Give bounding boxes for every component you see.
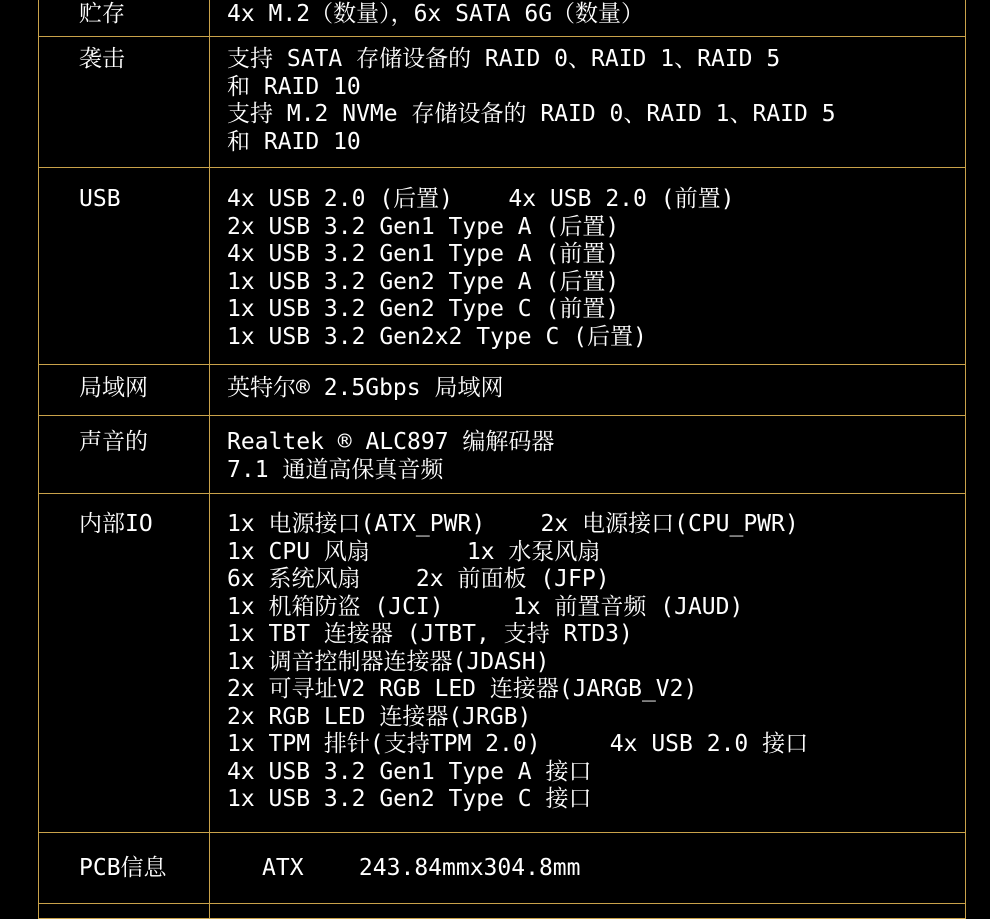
spec-label-cell [39, 168, 210, 365]
spec-row-internal-io [39, 494, 966, 833]
spec-row-tail [39, 904, 966, 919]
spec-value-cell [210, 37, 966, 168]
spec-row-audio [39, 416, 966, 494]
spec-label-cell [39, 0, 210, 37]
spec-value-lan: 英特尔® 2.5Gbps 局域网 [227, 375, 504, 401]
spec-row-lan [39, 365, 966, 416]
spec-row-usb [39, 168, 966, 365]
spec-label-cell [39, 365, 210, 416]
spec-label-usb: USB [79, 186, 121, 212]
spec-value-cell [210, 494, 966, 833]
spec-label-raid: 袭击 [79, 46, 125, 72]
spec-value-cell [210, 0, 966, 37]
spec-value-cell [210, 168, 966, 365]
spec-table [38, 0, 966, 919]
spec-row-storage [39, 0, 966, 37]
spec-label-pcb: PCB信息 [79, 855, 167, 881]
spec-label-lan: 局域网 [79, 375, 148, 401]
spec-label-internal-io: 内部IO [79, 511, 153, 537]
spec-label-cell [39, 37, 210, 168]
spec-row-raid [39, 37, 966, 168]
spec-value-internal-io: 1x 电源接口(ATX_PWR) 2x 电源接口(CPU_PWR) 1x CPU 风扇 1x 水泵风扇 6x 系统风扇 2x 前面板 (JFP) 1x 机箱防盗 (JCI) 1x 前置音频 (JAUD) 1x TBT 连接器 (JTBT, 支持 RTD3) 1x 调音控制器连接器(JDASH) 2x 可寻址V2 RGB LED 连接器(JARGB_V2) 2x RGB LED 连接器(JRGB) 1x TPM 排针(支持TPM 2.0) 4x USB 2.0 接口 4x USB 3.2 Gen1 Type A 接口 1x USB 3.2 Gen2 Type C 接口 [227, 511, 809, 812]
spec-label-storage: 贮存 [79, 1, 125, 27]
spec-value-cell [210, 416, 966, 494]
spec-label-cell [39, 494, 210, 833]
spec-label-audio: 声音的 [79, 429, 148, 455]
spec-value-usb: 4x USB 2.0 (后置) 4x USB 2.0 (前置) 2x USB 3.2 Gen1 Type A (后置) 4x USB 3.2 Gen1 Type A (前置) 1x USB 3.2 Gen2 Type A (后置) 1x USB 3.2 Gen2 Type C (前置) 1x USB 3.2 Gen2x2 Type C (后置) [227, 186, 735, 350]
spec-value-audio: Realtek ® ALC897 编解码器 7.1 通道高保真音频 [227, 429, 555, 483]
spec-value-cell [210, 365, 966, 416]
spec-value-cell [210, 833, 966, 904]
spec-row-pcb [39, 833, 966, 904]
spec-value-cell [210, 904, 966, 919]
spec-value-pcb: ATX 243.84mmx304.8mm [262, 855, 581, 881]
spec-label-cell [39, 904, 210, 919]
spec-value-storage: 4x M.2（数量），6x SATA 6G（数量） [227, 1, 645, 27]
spec-label-cell [39, 833, 210, 904]
spec-value-raid: 支持 SATA 存储设备的 RAID 0、RAID 1、RAID 5 和 RAID 10 支持 M.2 NVMe 存储设备的 RAID 0、RAID 1、RAID 5 和 RAID 10 [227, 46, 836, 155]
spec-label-cell [39, 416, 210, 494]
